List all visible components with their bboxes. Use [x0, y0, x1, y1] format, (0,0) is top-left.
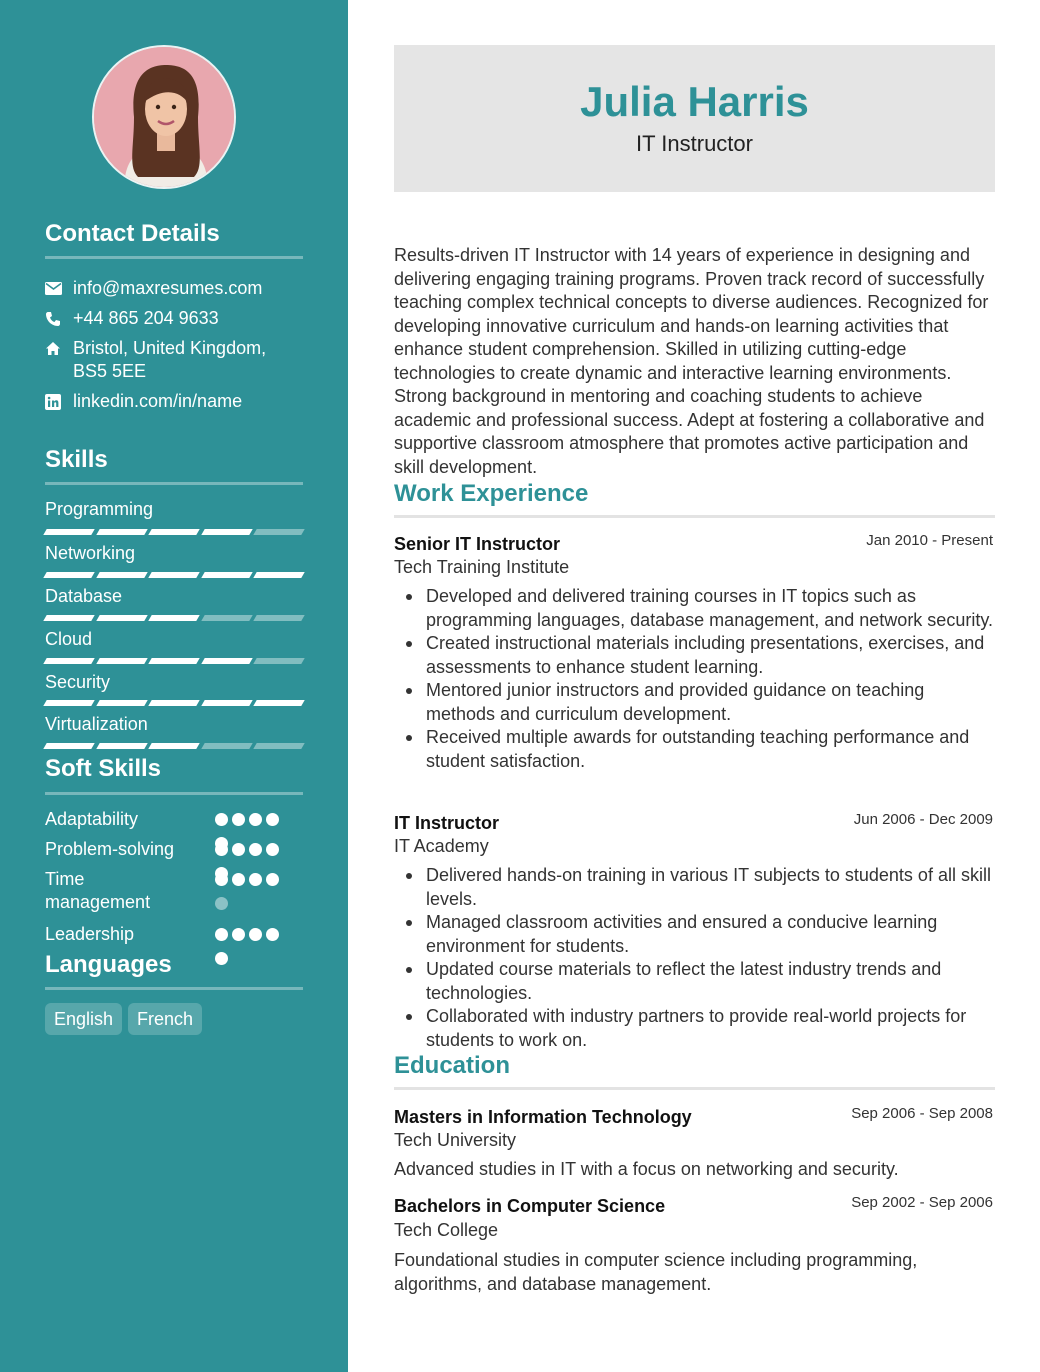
job-bullets [426, 585, 996, 773]
job-company: IT Academy [394, 836, 489, 856]
school-name: Tech College [394, 1220, 499, 1240]
list-item: Developed and delivered training courses in IT topics such as programming languages, database management, and network security. [426, 585, 996, 632]
languages-section-title: Languages [45, 951, 172, 978]
skill-level-segment [148, 700, 199, 706]
profile-summary: Results-driven IT Instructor with 14 years of experience in designing and delivering engaging training programs. Proven track record of successfully teaching complex technical concepts to diverse audiences. Recognized for developing innovative curriculum and hands-on learning activities that enhance student comprehension. Skilled in utilizing cutting-edge technologies to create dynamic and interactive learning environments. Strong background in mentoring and coaching students to achieve academic and professional success. Adept at fostering a collaborative and supportive classroom atmosphere that promotes active participation and skill development. [394, 245, 989, 477]
skill-level-segment [254, 743, 305, 749]
skill-level-segment [148, 743, 199, 749]
linkedin-icon [45, 390, 73, 413]
sidebar [0, 0, 348, 1372]
school-name: Tech University [394, 1130, 517, 1150]
job-date: Jan 2010 - Present [866, 532, 993, 549]
section-divider [45, 987, 303, 990]
skill-level-segment [43, 572, 94, 578]
skill-level-segment [201, 700, 252, 706]
skill-level-segment [43, 743, 94, 749]
candidate-name: Julia Harris [580, 78, 809, 125]
home-icon [45, 337, 73, 360]
rating-dot [215, 813, 228, 826]
skill-level-segment [148, 529, 199, 535]
skill-level-segment [254, 658, 305, 664]
rating-dot [215, 873, 228, 886]
list-item: Delivered hands-on training in various IT subjects to students of all skill levels. [426, 864, 996, 911]
skill-name: Programming [45, 499, 154, 519]
profile-photo [92, 45, 236, 189]
list-item: Managed classroom activities and ensured a conducive learning environment for students. [426, 911, 996, 958]
rating-dot [266, 843, 279, 856]
rating-dot [266, 813, 279, 826]
skill-name: Virtualization [45, 714, 148, 734]
skill-name: Cloud [45, 629, 93, 649]
skill-level-segment [201, 743, 252, 749]
contact-phone[interactable] [45, 307, 303, 330]
skill-level-bar [45, 572, 303, 578]
skill-level-bar [45, 615, 303, 621]
rating-dot [215, 928, 228, 941]
contact-phone-text: +44 865 204 9633 [73, 308, 219, 328]
rating-dot [249, 843, 262, 856]
skill-level-segment [201, 572, 252, 578]
skill-level-segment [201, 615, 252, 621]
contact-email[interactable] [45, 277, 303, 300]
degree-description: Advanced studies in IT with a focus on networking and security. [394, 1159, 899, 1179]
language-chip: French [128, 1003, 202, 1035]
skill-level-segment [96, 529, 147, 535]
email-icon [45, 277, 73, 300]
rating-dot [232, 873, 245, 886]
section-divider [394, 515, 995, 518]
skill-level-segment [148, 615, 199, 621]
skill-level-segment [96, 743, 147, 749]
soft-skill-name: Problem-solving [45, 839, 175, 859]
skill-name: Database [45, 586, 123, 606]
list-item: Received multiple awards for outstanding teaching performance and student satisfaction. [426, 726, 996, 773]
skill-level-segment [254, 700, 305, 706]
skill-level-bar [45, 743, 303, 749]
job-date: Jun 2006 - Dec 2009 [853, 811, 993, 828]
skill-level-bar [45, 529, 303, 535]
degree-date: Sep 2006 - Sep 2008 [851, 1105, 993, 1122]
contact-address-text: Bristol, United Kingdom, BS5 5EE [73, 338, 267, 381]
soft-skill-name: Time management [45, 869, 151, 912]
rating-dot [232, 928, 245, 941]
candidate-title: IT Instructor [636, 131, 753, 156]
section-divider [45, 792, 303, 795]
soft-skill-name: Leadership [45, 924, 135, 944]
rating-dot [266, 928, 279, 941]
skill-level-segment [254, 572, 305, 578]
skill-level-segment [254, 615, 305, 621]
list-item: Collaborated with industry partners to provide real-world projects for students to work on. [426, 1005, 996, 1052]
rating-dot [232, 843, 245, 856]
skill-name: Networking [45, 543, 136, 563]
job-company: Tech Training Institute [394, 557, 570, 577]
contact-linkedin-text: linkedin.com/in/name [73, 391, 243, 411]
degree-date: Sep 2002 - Sep 2006 [851, 1194, 993, 1211]
education-section-title: Education [394, 1052, 511, 1079]
contact-section-title: Contact Details [45, 220, 220, 247]
section-divider [394, 1087, 995, 1090]
list-item: Mentored junior instructors and provided guidance on teaching methods and curriculum development. [426, 679, 996, 726]
contact-address [45, 337, 303, 383]
skill-level-segment [201, 529, 252, 535]
soft-skills-section-title: Soft Skills [45, 755, 162, 782]
rating-dot [249, 928, 262, 941]
rating-dot [249, 813, 262, 826]
job-role: Senior IT Instructor [394, 534, 561, 554]
skill-level-segment [43, 658, 94, 664]
rating-dot [215, 843, 228, 856]
skill-level-segment [96, 700, 147, 706]
skill-name: Security [45, 672, 111, 692]
phone-icon [45, 307, 73, 330]
skill-level-segment [254, 529, 305, 535]
contact-email-text: info@maxresumes.com [73, 278, 263, 298]
skill-level-segment [43, 615, 94, 621]
section-divider [45, 256, 303, 259]
section-divider [45, 482, 303, 485]
skill-level-segment [96, 658, 147, 664]
degree-description: Foundational studies in computer science including programming, algorithms, and database management. [394, 1250, 918, 1294]
rating-dot [232, 813, 245, 826]
job-role: IT Instructor [394, 813, 500, 833]
skill-level-segment [43, 700, 94, 706]
rating-dot [215, 897, 228, 910]
degree-title: Masters in Information Technology [394, 1107, 692, 1127]
header-banner [394, 45, 995, 192]
list-item: Updated course materials to reflect the latest industry trends and technologies. [426, 958, 996, 1005]
job-bullets [426, 864, 996, 1052]
skill-level-segment [201, 658, 252, 664]
experience-section-title: Work Experience [394, 480, 589, 507]
skill-level-segment [148, 572, 199, 578]
list-item: Created instructional materials including presentations, exercises, and assessments to enhance student learning. [426, 632, 996, 679]
language-chip: English [45, 1003, 122, 1035]
soft-skill-name: Adaptability [45, 809, 139, 829]
skill-level-bar [45, 658, 303, 664]
skill-level-segment [96, 615, 147, 621]
rating-dot [266, 873, 279, 886]
rating-dot [249, 873, 262, 886]
degree-title: Bachelors in Computer Science [394, 1196, 666, 1216]
contact-linkedin[interactable] [45, 390, 303, 413]
skill-level-segment [148, 658, 199, 664]
skill-level-segment [96, 572, 147, 578]
skill-level-bar [45, 700, 303, 706]
skills-section-title: Skills [45, 446, 108, 473]
skill-level-segment [43, 529, 94, 535]
portrait-image [94, 47, 236, 189]
